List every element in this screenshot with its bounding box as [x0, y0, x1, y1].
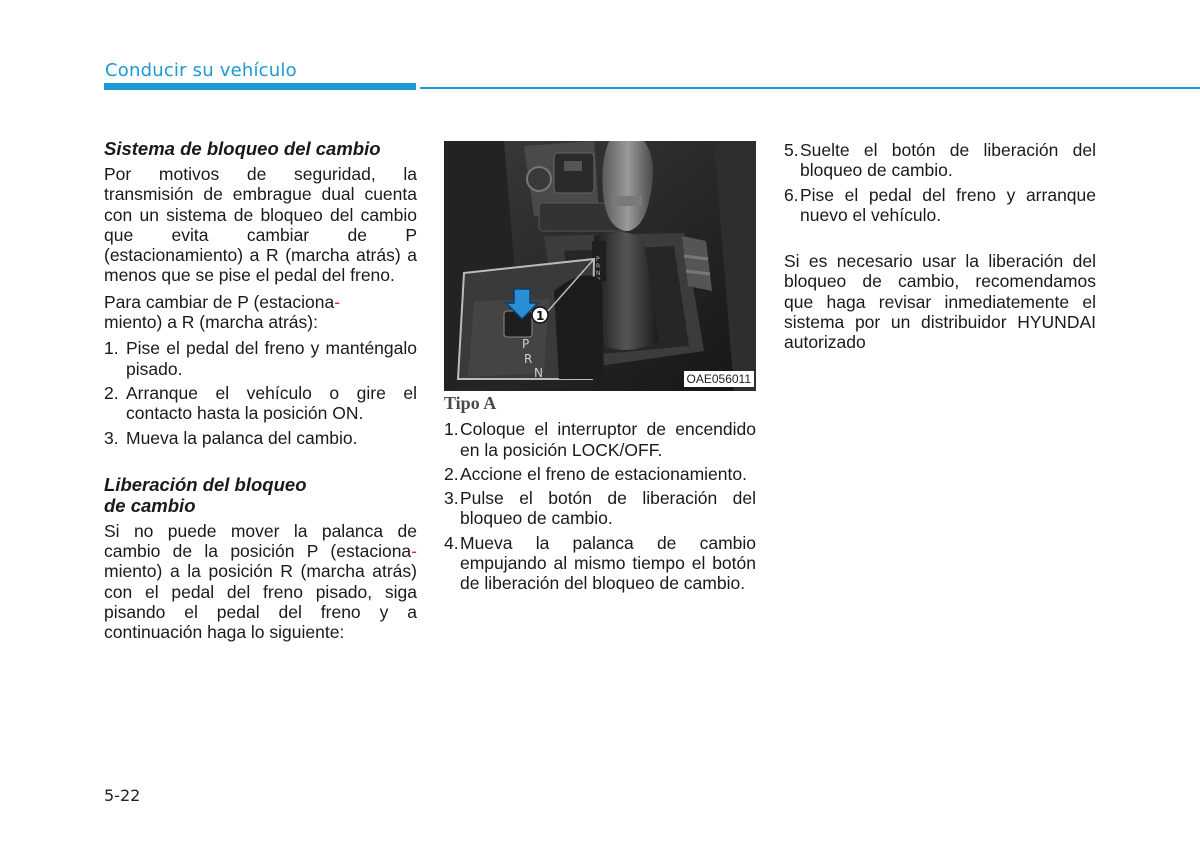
inset-gear-letter: N: [534, 366, 543, 380]
list-item: 6. Pise el pedal del freno y arranque nuevo el vehículo.: [784, 184, 1096, 225]
chapter-title: Conducir su vehículo: [105, 60, 297, 81]
shift-console-illustration: [444, 141, 756, 391]
list-item: 3. Pulse el botón de liberación del bloqueo de cambio.: [444, 488, 756, 529]
callout-number: 1: [536, 309, 545, 323]
list-item: 5. Suelte el botón de liberación del bloqueo de cambio.: [784, 140, 1096, 181]
steps-list-release: [444, 419, 756, 593]
list-item: 1. Coloque el interruptor de encendido en la posición LOCK/OFF.: [444, 419, 756, 460]
steps-list-release-continued: [784, 140, 1096, 225]
page-number: 5-22: [104, 786, 141, 805]
shift-lever-photo: [444, 141, 756, 391]
list-item: 2. Arranque el vehículo o gire el contacto hasta la posición ON.: [104, 382, 417, 424]
figure-code: OAE056011: [684, 371, 755, 387]
gate-letter: P: [596, 256, 600, 263]
inset-gear-letter: P: [522, 337, 530, 351]
section-heading-shift-lock-release: Liberación del bloqueo de cambio: [104, 473, 307, 516]
header-rule-thick: [104, 83, 416, 90]
list-item: 3. Mueva la palanca del cambio.: [104, 427, 358, 448]
list-item: 2. Accione el freno de estacionamiento.: [444, 463, 747, 484]
type-label: Tipo A: [444, 393, 497, 413]
gate-letter: N: [596, 270, 601, 277]
inset-gear-letter: R: [524, 352, 533, 366]
release-button-inset: [458, 259, 604, 380]
column-left: [104, 138, 417, 649]
list-item: 1. Pise el pedal del freno y manténgalo pisado.: [104, 338, 417, 379]
steps-list-shift: [104, 338, 417, 447]
list-item: 4. Mueva la palanca de cambio empujando al mismo tiempo el botón de liberación del bloqueo de cambio.: [444, 532, 756, 594]
paragraph-dealer-note: Si es necesario usar la liberación del bloqueo de cambio, recomendamos que haga revisar inmediatemente el sistema por un distribuidor HYUNDAI autorizado: [784, 251, 1096, 353]
paragraph-shift-instructions: Para cambiar de P (estaciona- miento) a R (marcha atrás):: [104, 291, 341, 333]
section-heading-shift-lock: Sistema de bloqueo del cambio: [104, 138, 381, 159]
column-middle: [444, 393, 756, 598]
header-rule-thin: [420, 87, 1200, 89]
paragraph-intro: Por motivos de seguridad, la transmisión de embrague dual cuenta con un sistema de bloqueo del cambio que evita cambiar de P (estacionamiento) a R (marcha atrás) a menos que se pise el pedal del freno.: [104, 164, 417, 286]
paragraph-release-intro: Si no puede mover la palanca de cambio de la posición P (estaciona-miento) a la posición R (marcha atrás) con el pedal del freno pisado, siga pisando el pedal del freno y a continuación haga lo siguiente:: [104, 520, 417, 643]
gate-letter: R: [596, 263, 601, 270]
column-right: [784, 140, 1096, 359]
